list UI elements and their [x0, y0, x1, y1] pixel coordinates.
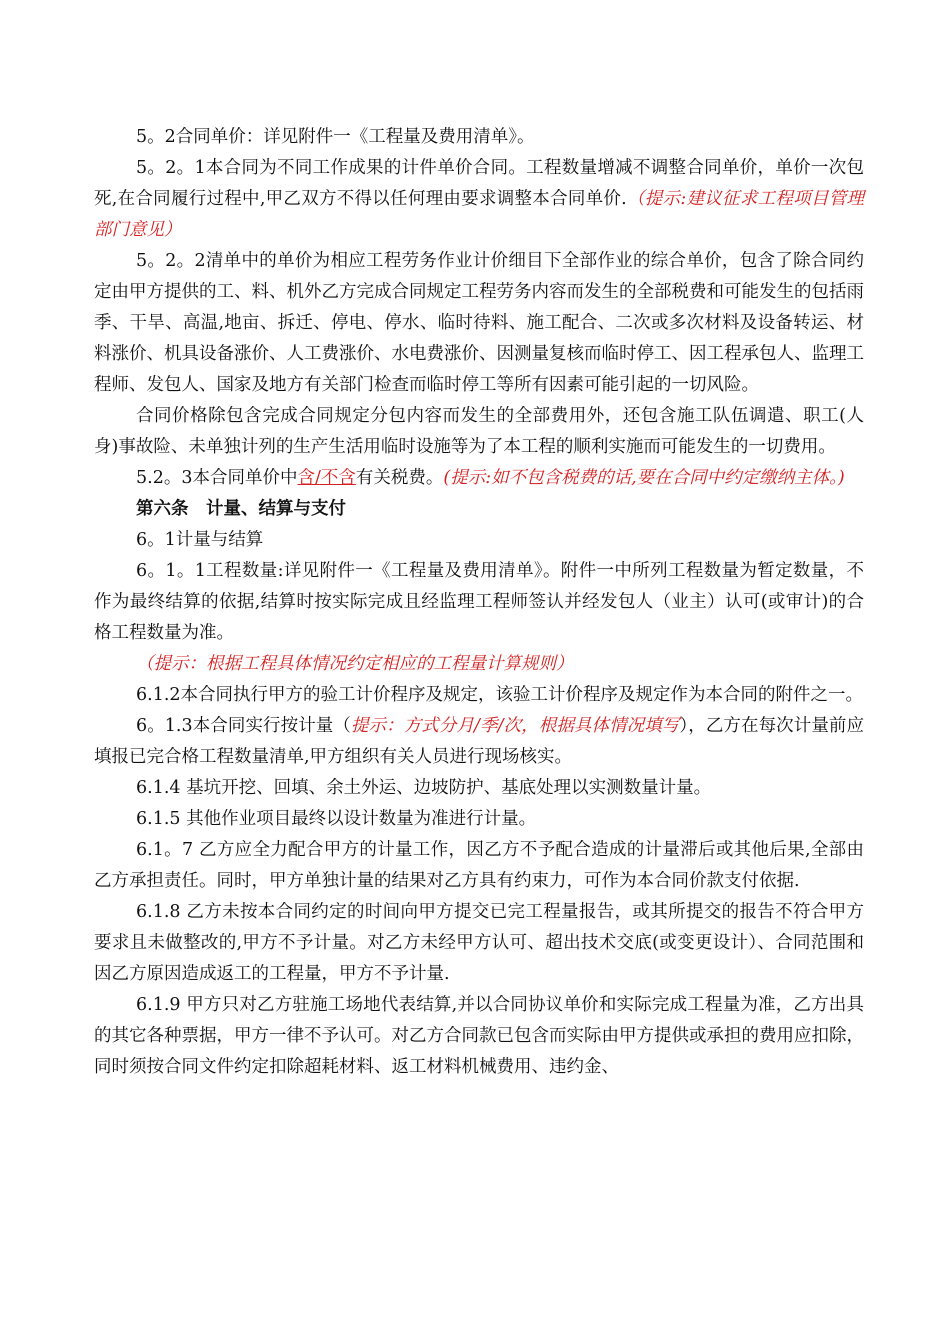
clause-6-1-5: 6.1.5 其他作业项目最终以设计数量为准进行计量。	[136, 809, 537, 829]
clause-5-2: 5。2合同单价：详见附件一《工程量及费用清单》。	[136, 127, 535, 147]
clause-6-1: 6。1计量与结算	[136, 530, 264, 550]
article-6-heading: 第六条 计量、结算与支付	[136, 499, 346, 519]
clause-5-2-1-text: 5。2。1本合同为不同工作成果的计件单价合同。工程数量增减不调整合同单价，单价一次包死,在合同履行过程中,甲乙双方不得以任何理由要求调整本合同单价.	[94, 158, 864, 209]
contract-price-paragraph: 合同价格除包含完成合同规定分包内容而发生的全部费用外，还包含施工队伍调遣、职工(人身)事故险、未单独计列的生产生活用临时设施等为了本工程的顺利实施而可能发生的一切费用。	[94, 406, 864, 457]
clause-6-1-9: 6.1.9 甲方只对乙方驻施工场地代表结算,并以合同协议单价和实际完成工程量为准，乙方出具的其它各种票据，甲方一律不予认可。对乙方合同款已包含而实际由甲方提供或承担的费用应扣除，同时须按合同文件约定扣除超耗材料、返工材料机械费用、违约金、	[94, 995, 864, 1077]
clause-6-1-8: 6.1.8 乙方未按本合同约定的时间向甲方提交已完工程量报告，或其所提交的报告不符合甲方要求且未做整改的,甲方不予计量。对乙方未经甲方认可、超出技术交底(或变更设计）、合同范围和因乙方原因造成返工的工程量，甲方不予计量.	[94, 902, 864, 984]
clause-6-1-1: 6。1。1工程数量:详见附件一《工程量及费用清单》。附件一中所列工程数量为暂定数量，不作为最终结算的依据,结算时按实际完成且经监理工程师签认并经发包人（业主）认可(或审计)的合格工程数量为准。	[94, 561, 864, 643]
clause-6-1-3-post: ），乙方在每次计量前应填报已完合格工程数量清单,甲方组织有关人员进行现场核实。	[94, 716, 865, 767]
tax-option-underlined: 含/不含	[297, 468, 356, 488]
clause-6-1-2: 6.1.2本合同执行甲方的验工计价程序及规定，该验工计价程序及规定作为本合同的附件之一。	[136, 685, 864, 705]
clause-6-1-3-note: 提示：方式分月/季/次，根据具体情况填写	[350, 716, 680, 736]
clause-5-2-3	[94, 463, 864, 494]
clause-6-1-4: 6.1.4 基坑开挖、回填、余土外运、边坡防护、基底处理以实测数量计量。	[136, 778, 712, 798]
clause-5-2-3-note: (提示:如不包含税费的话,要在合同中约定缴纳主体。)	[443, 468, 845, 488]
contract-page	[94, 122, 864, 1083]
clause-5-2-1	[94, 153, 864, 246]
clause-5-2-3-pre: 5.2。3本合同单价中	[136, 468, 298, 488]
clause-5-2-3-post: 有关税费。	[355, 468, 444, 488]
clause-6-1-3	[94, 711, 864, 773]
quantity-rule-note: （提示：根据工程具体情况约定相应的工程量计算规则）	[136, 654, 574, 674]
clause-5-2-1-note: （提示:建议征求工程项目管理部门意见）	[94, 189, 864, 240]
clause-6-1-3-pre: 6。1.3本合同实行按计量（	[136, 716, 351, 736]
clause-6-1-7: 6.1。7 乙方应全力配合甲方的计量工作，因乙方不予配合造成的计量滞后或其他后果,全部由乙方承担责任。同时，甲方单独计量的结果对乙方具有约束力，可作为本合同价款支付依据.	[94, 840, 864, 891]
clause-5-2-2: 5。2。2清单中的单价为相应工程劳务作业计价细目下全部作业的综合单价，包含了除合同约定由甲方提供的工、料、机外乙方完成合同规定工程劳务内容而发生的全部税费和可能发生的包括雨季、干旱、高温,地亩、拆迁、停电、停水、临时待料、施工配合、二次或多次材料及设备转运、材料涨价、机具设备涨价、人工费涨价、水电费涨价、因测量复核而临时停工、因工程承包人、监理工程师、发包人、国家及地方有关部门检查而临时停工等所有因素可能引起的一切风险。	[94, 251, 864, 395]
